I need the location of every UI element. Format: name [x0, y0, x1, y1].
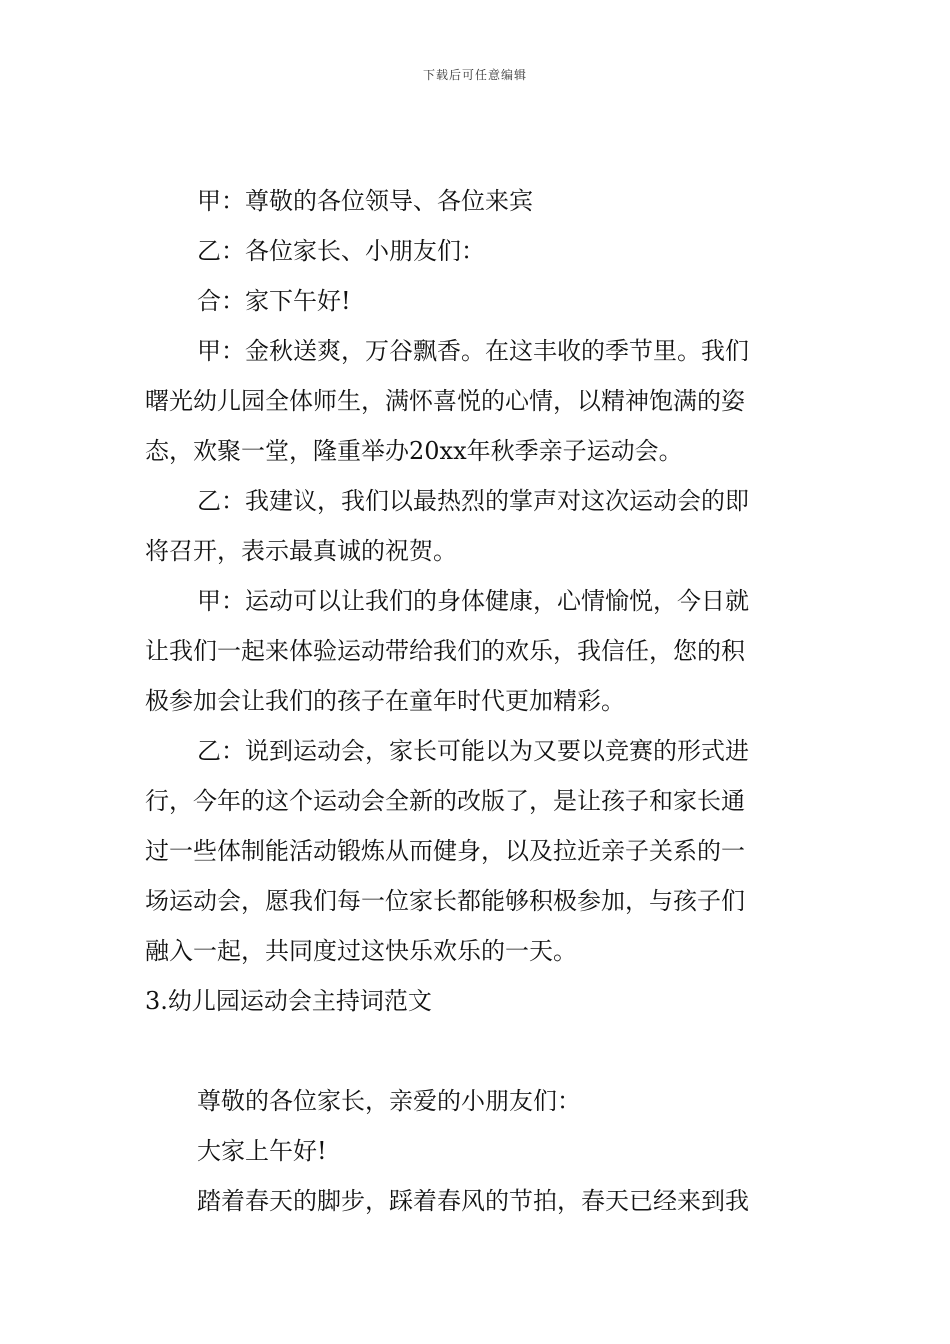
paragraph-line: 极参加会让我们的孩子在童年时代更加精彩。: [145, 687, 625, 715]
paragraph-line: 甲：尊敬的各位领导、各位来宾: [197, 187, 533, 215]
blank-line: [145, 1026, 810, 1076]
paragraph-line: 甲：运动可以让我们的身体健康，心情愉悦，今日就: [197, 587, 749, 615]
paragraph-line: 融入一起，共同度过这快乐欢乐的一天。: [145, 937, 577, 965]
paragraph-line: 场运动会，愿我们每一位家长都能够积极参加，与孩子们: [145, 887, 745, 915]
page-header-note: 下载后可任意编辑: [422, 68, 527, 82]
paragraph-line: 乙：我建议，我们以最热烈的掌声对这次运动会的即: [197, 487, 749, 515]
document-body: [145, 176, 810, 1226]
paragraph-line: 曙光幼儿园全体师生，满怀喜悦的心情，以精神饱满的姿: [145, 387, 745, 415]
paragraph-line: 行，今年的这个运动会全新的改版了，是让孩子和家长通: [145, 787, 745, 815]
paragraph-line: 将召开，表示最真诚的祝贺。: [145, 537, 457, 565]
paragraph-line: 合：家下午好!: [197, 287, 351, 315]
paragraph-line: 乙：各位家长、小朋友们：: [197, 237, 485, 265]
paragraph-line: 让我们一起来体验运动带给我们的欢乐，我信任，您的积: [145, 637, 745, 665]
paragraph-line: 大家上午好!: [197, 1137, 327, 1165]
paragraph-line: 甲：金秋送爽，万谷飘香。在这丰收的季节里。我们: [197, 337, 749, 365]
section-heading: 3.幼儿园运动会主持词范文: [145, 987, 432, 1015]
paragraph-line: 踏着春天的脚步，踩着春风的节拍，春天已经来到我: [197, 1187, 749, 1215]
paragraph-line: 态，欢聚一堂，隆重举办20xx年秋季亲子运动会。: [145, 437, 683, 465]
paragraph-line: 乙：说到运动会，家长可能以为又要以竞赛的形式进: [197, 737, 749, 765]
paragraph-line: 尊敬的各位家长，亲爱的小朋友们：: [197, 1087, 581, 1115]
paragraph-line: 过一些体制能活动锻炼从而健身，以及拉近亲子关系的一: [145, 837, 745, 865]
